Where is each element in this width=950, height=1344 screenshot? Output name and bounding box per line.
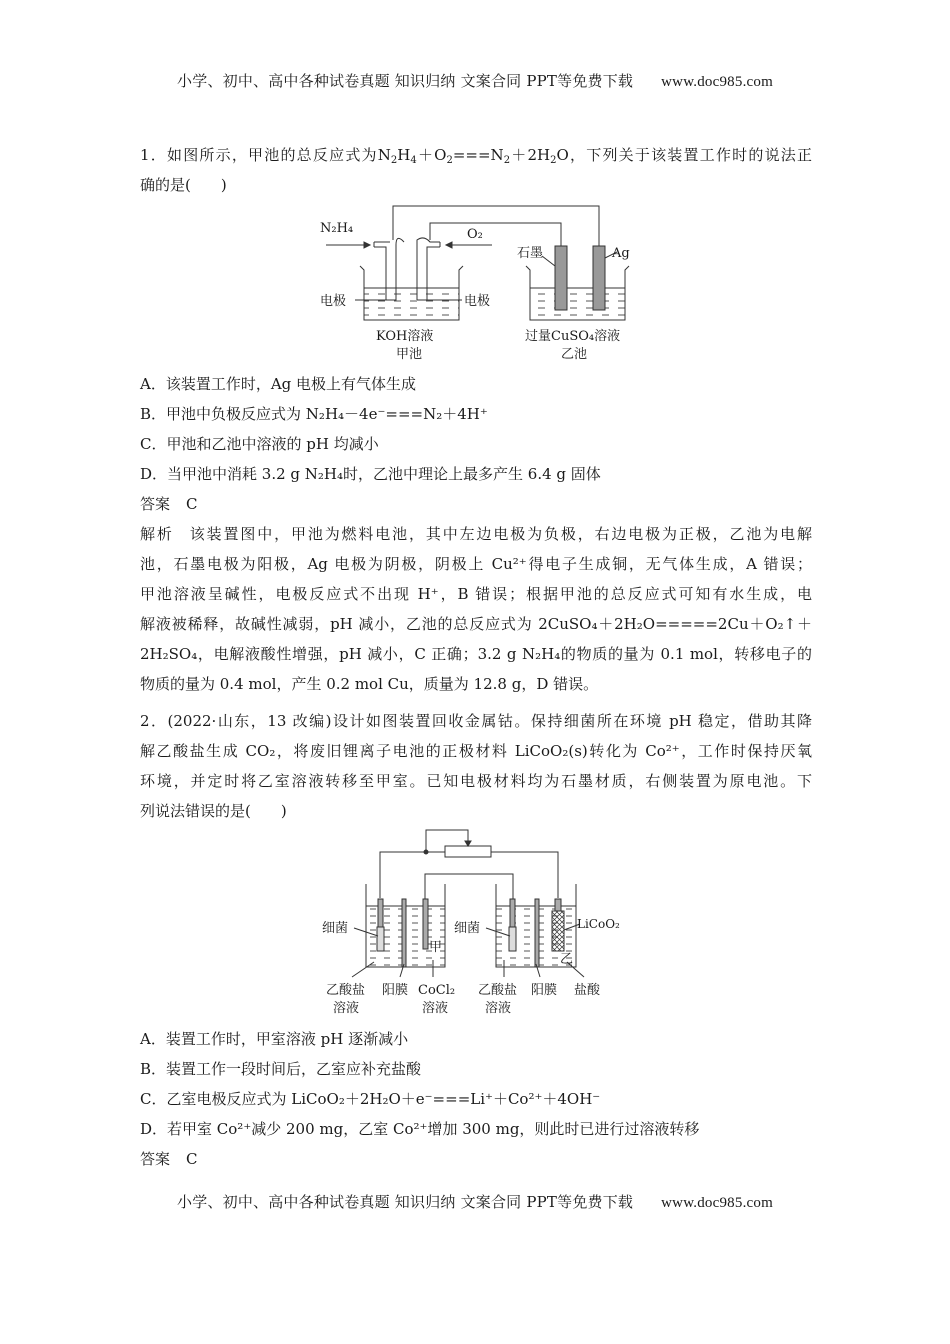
q2-option-d[interactable]: D．若甲室 Co²⁺减少 200 mg，乙室 Co²⁺增加 300 mg，则此时已进行过溶液转移 (140, 1120, 700, 1138)
label-cocl2-2: 溶液 (422, 1001, 449, 1016)
label-bacteria-left: 细菌 (322, 921, 349, 936)
q1-stem-line-1: 1．如图所示，甲池的总反应式为$N_2H_4+O_2===N_2+2H_2O$，下列关于该装置工作时的说法正 (140, 146, 813, 166)
q2-option-c[interactable]: C．乙室电极反应式为 LiCoO₂＋2H₂O＋e⁻===Li⁺＋Co²⁺＋4OH⁻ (140, 1090, 601, 1108)
q1-option-a[interactable]: A．该装置工作时，Ag 电极上有气体生成 (140, 375, 417, 393)
q2-answer: 答案 C (140, 1150, 198, 1168)
q1-analysis-line-1: 解析 该装置图中，甲池为燃料电池，其中左边电极为负极，右边电极为正极，乙池为电解 (140, 525, 812, 543)
label-electrode-left: 电极 (320, 294, 347, 309)
label-ag: Ag (612, 246, 630, 261)
label-acetate-left-2: 溶液 (333, 1001, 360, 1016)
label-yi-cell: 乙池 (561, 347, 588, 362)
label-o2: O₂ (467, 227, 483, 242)
q1-option-d[interactable]: D．当甲池中消耗 3.2 g N₂H₄时，乙池中理论上最多产生 6.4 g 固体 (140, 465, 601, 483)
q2-option-a[interactable]: A．装置工作时，甲室溶液 pH 逐渐减小 (140, 1030, 409, 1048)
label-jia-cell: 甲池 (396, 347, 423, 362)
q1-analysis-line-2: 池，石墨电极为阳极，Ag 电极为阴极，阴极上 Cu²⁺得电子生成铜，无气体生成，A 错误； (140, 555, 812, 573)
label-graphite: 石墨 (517, 246, 544, 261)
q1-option-b[interactable]: B．甲池中负极反应式为 N₂H₄－4e⁻===N₂＋4H⁺ (140, 405, 488, 423)
footer-url[interactable]: www.doc985.com (661, 1195, 773, 1211)
q1-stem-line-2: 确的是( ) (140, 176, 227, 194)
q1-analysis-line-6: 物质的量为 0.4 mol，产生 0.2 mol Cu，质量为 12.8 g，D 错误。 (140, 675, 599, 693)
q2-option-b[interactable]: B．装置工作一段时间后，乙室应补充盐酸 (140, 1060, 422, 1078)
label-membrane-right: 阳膜 (531, 983, 558, 998)
q1-analysis-line-4: 解液被稀释，故碱性减弱，pH 减小，乙池的总反应式为 2CuSO₄＋2H₂O=====2Cu＋O₂↑＋ (140, 615, 812, 633)
label-hcl: 盐酸 (574, 983, 601, 998)
label-yi-chamber: 乙 (560, 952, 574, 967)
label-jia-chamber: 甲 (429, 940, 443, 955)
label-electrode-right: 电极 (464, 294, 491, 309)
label-bacteria-right: 细菌 (454, 921, 481, 936)
label-acetate-right-2: 溶液 (485, 1001, 512, 1016)
label-membrane-left: 阳膜 (382, 983, 409, 998)
q2-apparatus-diagram (312, 822, 652, 1022)
q1-analysis-line-5: 2H₂SO₄，电解液酸性增强，pH 减小，C 正确；3.2 g N₂H₄的物质的量为 0.1 mol，转移电子的 (140, 645, 812, 663)
q1-equation: $N_2H_4+O_2===N_2+2H_2O$ (377, 146, 569, 166)
q1-apparatus-diagram (312, 200, 652, 370)
label-cocl2-1: CoCl₂ (418, 983, 456, 998)
question-2 (140, 706, 812, 826)
q2-stem-line-4: 列说法错误的是( ) (140, 802, 287, 820)
question-1 (140, 140, 812, 200)
header-text: 小学、初中、高中各种试卷真题 知识归纳 文案合同 PPT等免费下载 (177, 72, 634, 90)
label-acetate-left-1: 乙酸盐 (326, 983, 366, 998)
q2-options (140, 1024, 812, 1174)
page-header (0, 70, 950, 91)
page-footer (0, 1191, 950, 1212)
label-koh: KOH溶液 (376, 329, 434, 344)
label-licoo2: LiCoO₂ (577, 917, 620, 931)
q1-option-c[interactable]: C．甲池和乙池中溶液的 pH 均减小 (140, 435, 379, 453)
header-url[interactable]: www.doc985.com (661, 74, 773, 90)
footer-text: 小学、初中、高中各种试卷真题 知识归纳 文案合同 PPT等免费下载 (177, 1193, 634, 1211)
label-acetate-right-1: 乙酸盐 (478, 983, 518, 998)
q1-options (140, 369, 812, 699)
label-n2h4: N₂H₄ (320, 221, 354, 236)
q2-stem-line-2: 解乙酸盐生成 CO₂，将废旧锂离子电池的正极材料 LiCoO₂(s)转化为 Co²⁺，工作时保持厌氧 (140, 742, 812, 760)
q1-answer: 答案 C (140, 495, 198, 513)
q2-stem-line-1: 2．(2022·山东，13 改编)设计如图装置回收金属钴。保持细菌所在环境 pH 稳定，借助其降 (140, 712, 812, 730)
q1-analysis-line-3: 甲池溶液呈碱性，电极反应式不出现 H⁺，B 错误；根据甲池的总反应式可知有水生成，电 (140, 585, 812, 603)
label-cuso4: 过量CuSO₄溶液 (525, 329, 621, 344)
q2-stem-line-3: 环境，并定时将乙室溶液转移至甲室。已知电极材料均为石墨材质，右侧装置为原电池。下 (140, 772, 812, 790)
